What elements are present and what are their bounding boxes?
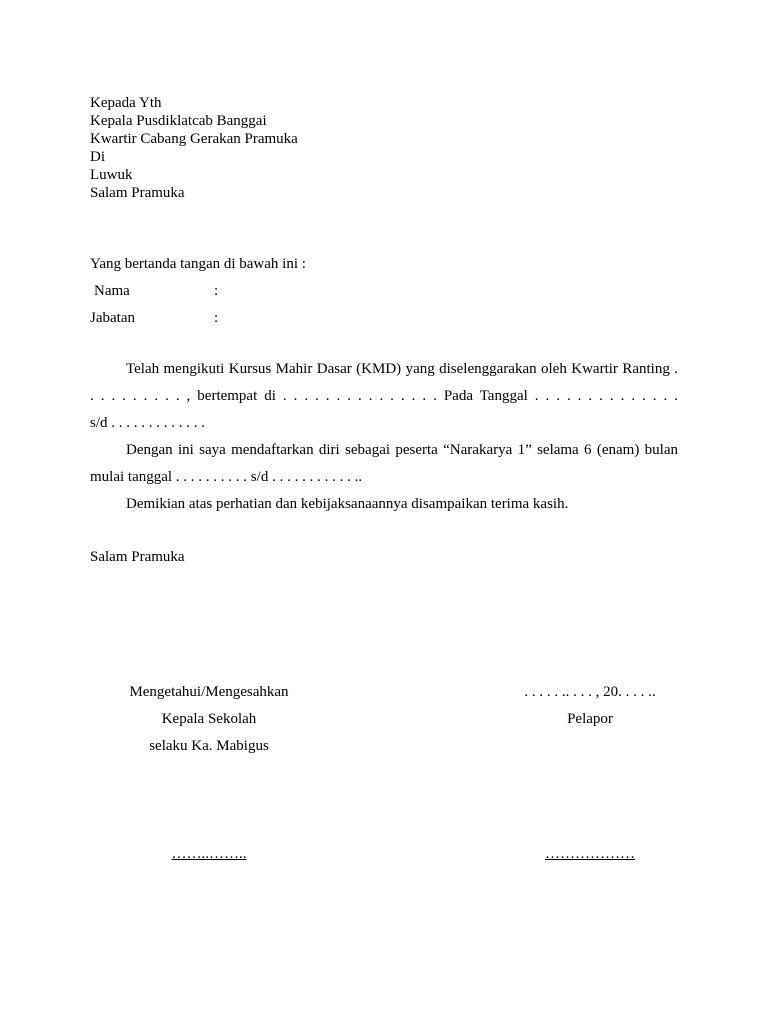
mabigus-title: selaku Ka. Mabigus [149,738,269,754]
reporter-title: Pelapor [567,711,613,727]
paragraph-1-line-3: s/d . . . . . . . . . . . . . [90,415,206,431]
paragraph-1-line-1: Telah mengikuti Kursus Mahir Dasar (KMD) yang diselenggarakan oleh Kwartir Ranting . [126,361,678,377]
recipient-line-4: Di [90,149,105,165]
recipient-line-3: Kwartir Cabang Gerakan Pramuka [90,131,298,147]
paragraph-3: Demikian atas perhatian dan kebijaksanaannya disampaikan terima kasih. [126,496,569,512]
principal-title: Kepala Sekolah [161,711,257,727]
left-signature-name: ……..…….. [171,846,247,862]
approval-title: Mengetahui/Mengesahkan [129,684,289,700]
date-line: . . . . . .. . . . , 20. . . . .. [524,684,656,700]
greeting: Salam Pramuka [90,185,185,201]
right-signature-name: ……………… [545,846,635,862]
recipient-line-2: Kepala Pusdiklatcab Banggai [90,113,267,129]
position-label: Jabatan [90,310,135,326]
paragraph-2-line-1: Dengan ini saya mendaftarkan diri sebagai peserta “Narakarya 1” selama 6 (enam) bulan [126,442,678,458]
identity-intro: Yang bertanda tangan di bawah ini : [90,256,306,272]
body-text [90,356,678,518]
recipient-city: Luwuk [90,167,133,183]
paragraph-2-line-2: mulai tanggal . . . . . . . . . . s/d . . . . . . . . . . . .. [90,469,363,485]
recipient-line-1: Kepada Yth [90,95,162,111]
paragraph-1-line-2: . . . . . . . . . , bertempat di . . . . . . . . . . . . . . . Pada Tanggal . . . . . . . . . . . . . . [90,388,678,404]
closing-greeting: Salam Pramuka [90,549,185,565]
name-colon: : [214,283,219,299]
name-label: Nama [94,283,130,299]
position-colon: : [214,310,219,326]
